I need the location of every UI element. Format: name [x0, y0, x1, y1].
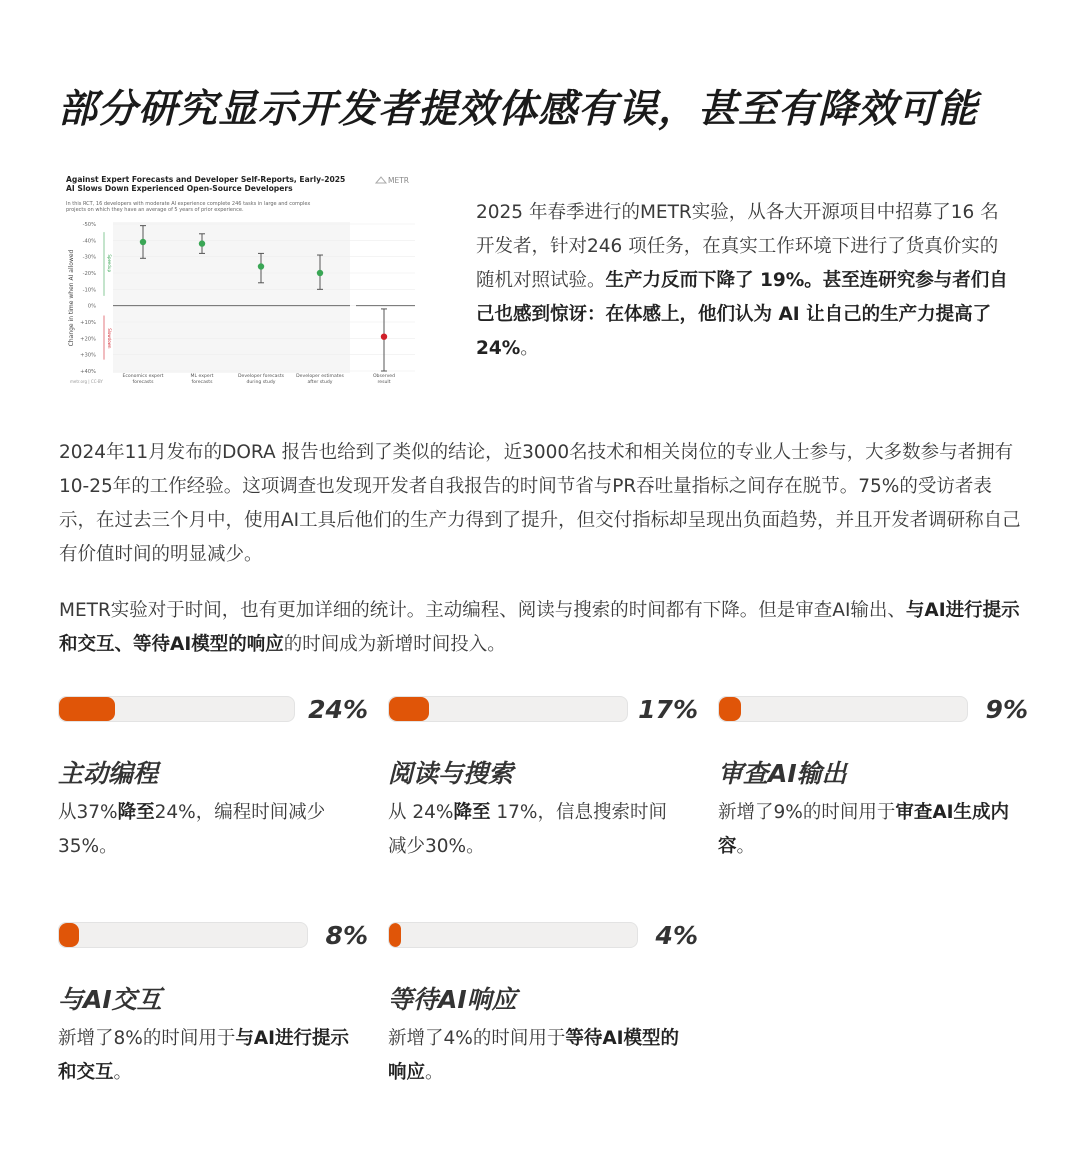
chart-footer: metr.org | CC-BY	[70, 379, 103, 384]
data-point	[140, 239, 146, 245]
progress-fill	[389, 697, 429, 721]
y-tick-label: -30%	[82, 254, 96, 261]
x-tick-label-2: during study	[246, 380, 276, 385]
y-tick-label: +10%	[80, 320, 96, 326]
x-tick-label: Developer forecasts	[237, 374, 285, 379]
progress-bar	[388, 696, 628, 722]
stat-percent: 8%	[325, 920, 368, 950]
y-tick-label: +20%	[80, 336, 96, 343]
text-segment: 24%，编程时间减少35%。	[58, 802, 326, 857]
metr-chart	[60, 168, 420, 390]
x-tick-label: Developer estimates	[296, 374, 344, 379]
paragraph-time-stats	[59, 594, 1024, 662]
bold-text: 生产力反而下降了 19%。甚至连研究参与者们自己也感到惊讶：在体感上，他们认为 AI 让自己的生产力提高了 24%	[476, 270, 1008, 359]
y-axis-label: Change in time when AI allowed	[68, 249, 75, 347]
text-segment: METR实验对于时间，也有更加详细的统计。主动编程、阅读与搜索的时间都有下降。但是审查AI输出、	[59, 600, 906, 621]
y-tick-label: +30%	[80, 352, 96, 359]
progress-bar	[388, 922, 638, 948]
text-segment: 从 24%	[388, 802, 454, 823]
y-tick-label: 0%	[87, 303, 96, 310]
progress-fill	[59, 697, 115, 721]
stat-description	[388, 796, 683, 864]
chart-supertitle: Against Expert Forecasts and Developer Self-Reports, Early-2025	[66, 175, 346, 184]
y-tick-label: +40%	[80, 369, 96, 375]
y-tick-label: -40%	[82, 238, 96, 245]
bold-text: 降至	[453, 802, 491, 823]
text-segment: 从37%	[58, 802, 118, 823]
stat-label: 阅读与搜索	[388, 759, 514, 788]
stat-percent: 24%	[308, 694, 368, 724]
data-point	[381, 334, 387, 340]
metr-logo-icon	[376, 177, 386, 183]
stat-description	[718, 796, 1013, 864]
progress-fill	[389, 923, 401, 947]
text-segment: 。	[520, 338, 539, 359]
paragraph-metr	[476, 196, 1016, 366]
stat-label: 等待AI响应	[388, 985, 517, 1014]
y-tick-label: -50%	[82, 222, 96, 228]
data-point	[258, 263, 264, 269]
bold-text: 审查AI生成内容	[718, 802, 1010, 857]
x-tick-label: Economics expert	[122, 374, 164, 379]
text-segment: 2025 年春季进行的METR实验，从各大开源项目中招募了16 名开发者，针对246 项任务，在真实工作环境下进行了货真价实的随机对照试验。	[476, 202, 999, 291]
bold-text: 降至	[117, 802, 155, 823]
stat-label: 与AI交互	[58, 985, 162, 1014]
progress-fill	[719, 697, 741, 721]
text-segment: 。	[736, 836, 756, 857]
stat-description	[58, 1022, 353, 1090]
chart-subtitle: In this RCT, 16 developers with moderate AI experience complete 246 tasks in large and complex	[66, 201, 311, 207]
stat-percent: 17%	[638, 694, 698, 724]
progress-fill	[59, 923, 79, 947]
text-segment: 。	[113, 1062, 133, 1083]
stat-description	[388, 1022, 683, 1090]
progress-bar	[58, 922, 308, 948]
text-segment: 新增了9%的时间用于	[718, 802, 896, 823]
slowdown-label: Slowdown	[107, 328, 112, 349]
x-tick-label-2: forecasts	[132, 380, 154, 385]
stat-card	[58, 920, 368, 1090]
text-segment: 。	[425, 1062, 444, 1083]
progress-bar	[718, 696, 968, 722]
stat-description	[58, 796, 353, 864]
text-segment: 新增了4%的时间用于	[388, 1028, 566, 1049]
bold-text: 与AI进行提示和交互	[58, 1028, 350, 1083]
x-tick-label-2: result	[377, 380, 391, 385]
paragraph-dora: 2024年11月发布的DORA 报告也给到了类似的结论，近3000名技术和相关岗位的专业人士参与，大多数参与者拥有10-25年的工作经验。这项调查也发现开发者自我报告的时间节省与PR吞吐量指标之间存在脱节。75%的受访者表示，在过去三个月中，使用AI工具后他们的生产力得到了提升，但交付指标却呈现出负面趋势，并且开发者调研称自己有价值时间的明显减少。	[59, 442, 1021, 565]
x-tick-label: ML expert	[190, 374, 214, 379]
page-title: 部分研究显示开发者提效体感有误，甚至有降效可能	[58, 87, 979, 132]
y-tick-label: -10%	[82, 287, 96, 294]
data-point	[317, 270, 323, 276]
text-segment: 17%，信息搜索时间减少30%。	[388, 802, 668, 857]
x-tick-label-2: after study	[307, 380, 333, 385]
speedup-label: Speedup	[107, 254, 112, 273]
stat-label: 审查AI输出	[718, 759, 847, 788]
text-segment: 新增了8%的时间用于	[58, 1028, 236, 1049]
bold-text: 等待AI模型的响应	[388, 1028, 680, 1083]
stat-card	[388, 694, 698, 864]
chart-title: AI Slows Down Experienced Open-Source Developers	[66, 184, 293, 193]
progress-bar	[58, 696, 295, 722]
stat-percent: 9%	[985, 694, 1028, 724]
stat-label: 主动编程	[58, 759, 159, 788]
stat-card	[388, 920, 698, 1090]
text-segment: 的时间成为新增时间投入。	[283, 634, 506, 655]
chart-brand: METR	[388, 176, 410, 185]
chart-subtitle-2: projects on which they have an average of 5 years of prior experience.	[66, 207, 244, 213]
stat-percent: 4%	[655, 920, 698, 950]
x-tick-label: Observed	[372, 374, 396, 379]
bold-text: 与AI进行提示和交互、等待AI模型的响应	[59, 600, 1020, 655]
x-tick-label-2: forecasts	[191, 380, 213, 385]
y-tick-label: -20%	[82, 271, 96, 277]
stat-card	[58, 694, 368, 864]
data-point	[199, 240, 205, 246]
stat-card	[718, 694, 1028, 864]
chart-plot-bg	[113, 222, 350, 373]
